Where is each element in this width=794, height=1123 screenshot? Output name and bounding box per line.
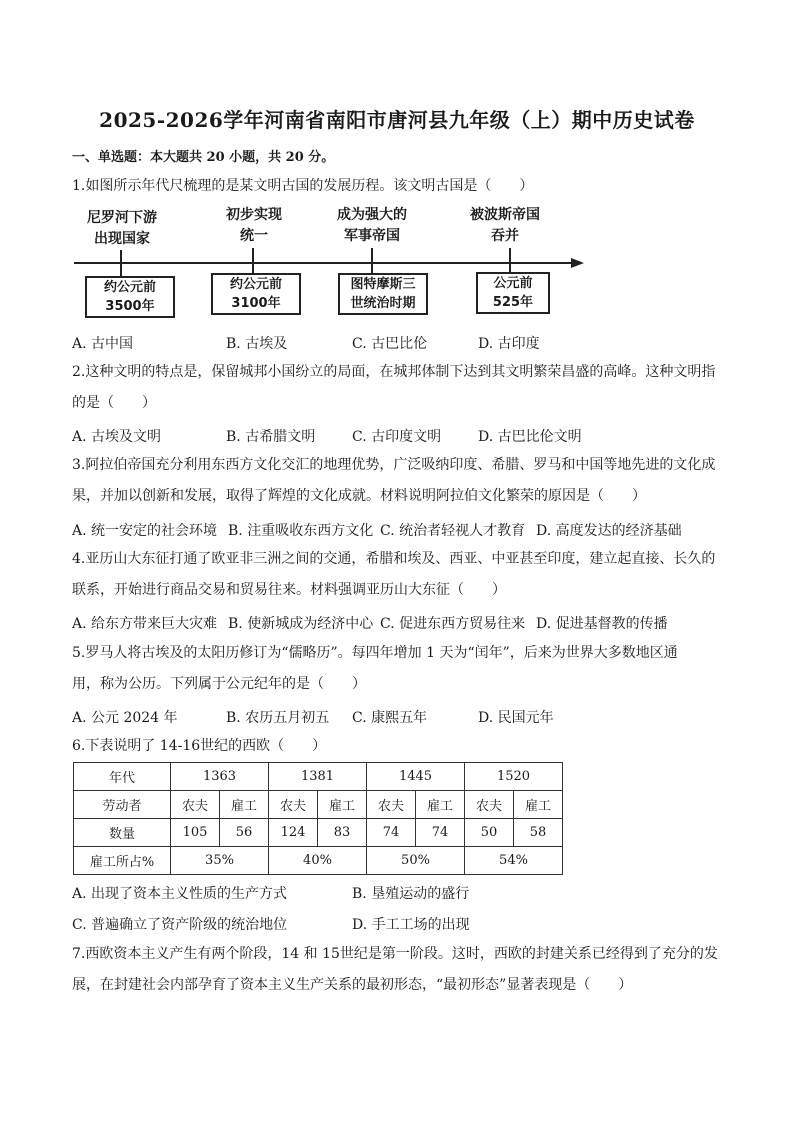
table-cell-count-6: 74: [416, 819, 465, 847]
q1-option-c[interactable]: C. 古巴比伦: [352, 336, 428, 352]
table-row-share: [74, 847, 563, 875]
timeline-date-2-line2: 3100年: [231, 296, 281, 311]
timeline-event-4-line1: 被波斯帝国: [470, 207, 540, 223]
q1-option-d[interactable]: D. 古印度: [478, 336, 540, 352]
question-3-stem-line1: 3.阿拉伯帝国充分利用东西方文化交汇的地理优势，广泛吸纳印度、希腊、罗马和中国等地先进的文化成: [72, 457, 716, 473]
table-cell-count-7: 50: [465, 819, 514, 847]
table-cell-year-1: 1363: [171, 763, 269, 791]
timeline-event-2-line2: 统一: [240, 228, 268, 244]
history-data-table: [73, 762, 563, 875]
timeline-date-1: [85, 276, 175, 318]
timeline-date-1-line1: 约公元前: [103, 280, 156, 295]
table-cell-share-1: 35%: [171, 847, 269, 875]
timeline-date-3-line1: 图特摩斯三: [350, 277, 416, 292]
timeline-event-1-line1: 尼罗河下游: [87, 210, 157, 226]
timeline-date-1-line2: 3500年: [105, 299, 155, 314]
timeline-event-3-line2: 军事帝国: [344, 228, 400, 244]
page-title: 2025-2026学年河南省南阳市唐河县九年级（上）期中历史试卷: [99, 108, 695, 132]
q1-option-b[interactable]: B. 古埃及: [226, 336, 288, 352]
question-7-stem-line1: 7.西欧资本主义产生有两个阶段，14 和 15世纪是第一阶段。这时，西欧的封建关系已经得到了充分的发: [72, 946, 718, 962]
q2-option-b[interactable]: B. 古希腊文明: [226, 429, 316, 445]
table-cell-count-3: 124: [269, 819, 318, 847]
q3-option-a[interactable]: A. 统一安定的社会环境: [72, 523, 218, 539]
timeline-event-3-line1: 成为强大的: [337, 207, 407, 223]
table-cell-farmer-3: 农夫: [367, 791, 416, 819]
timeline-tick-1: [119, 250, 123, 276]
q4-option-d[interactable]: D. 促进基督教的传播: [536, 616, 668, 632]
q3-option-b[interactable]: B. 注重吸收东西方文化: [228, 523, 374, 539]
table-cell-farmer-4: 农夫: [465, 791, 514, 819]
section-heading: 一、单选题：本大题共 20 小题，共 20 分。: [72, 150, 335, 165]
table-row-year: [74, 763, 563, 791]
q6-option-b[interactable]: B. 垦殖运动的盛行: [352, 886, 470, 902]
q5-option-b[interactable]: B. 农历五月初五: [226, 710, 330, 726]
table-cell-share-4: 54%: [465, 847, 563, 875]
table-cell-year-4: 1520: [465, 763, 563, 791]
table-cell-count-8: 58: [514, 819, 563, 847]
timeline-date-4-line1: 公元前: [493, 276, 533, 291]
q2-option-d[interactable]: D. 古巴比伦文明: [478, 429, 582, 445]
timeline-date-4-line2: 525年: [492, 295, 534, 310]
q4-option-b[interactable]: B. 使新城成为经济中心: [228, 616, 374, 632]
timeline-tick-2: [251, 248, 255, 274]
table-cell-count-2: 56: [220, 819, 269, 847]
q4-option-a[interactable]: A. 给东方带来巨大灾难: [72, 616, 218, 632]
question-2-stem-line2: 的是（ ）: [72, 395, 156, 411]
q2-option-a[interactable]: A. 古埃及文明: [72, 429, 162, 445]
timeline-date-4: [476, 272, 550, 314]
q3-option-c[interactable]: C. 统治者轻视人才教育: [380, 523, 526, 539]
timeline-event-1-line2: 出现国家: [94, 231, 150, 247]
timeline-date-3: [338, 273, 428, 315]
question-6-stem: 6.下表说明了 14-16世纪的西欧（ ）: [72, 738, 327, 754]
table-cell-laborer-2: 雇工: [318, 791, 367, 819]
table-cell-year-3: 1445: [367, 763, 465, 791]
table-cell-farmer-1: 农夫: [171, 791, 220, 819]
table-row-count: [74, 819, 563, 847]
question-3-stem-line2: 果，并加以创新和发展，取得了辉煌的文化成就。材料说明阿拉伯文化繁荣的原因是（ ）: [72, 488, 646, 504]
timeline-date-2-line1: 约公元前: [229, 277, 282, 292]
timeline-date-3-line2: 世统治时期: [350, 296, 416, 311]
q4-option-c[interactable]: C. 促进东西方贸易往来: [380, 616, 526, 632]
q3-option-d[interactable]: D. 高度发达的经济基础: [536, 523, 682, 539]
table-cell-count-4: 83: [318, 819, 367, 847]
timeline-tick-3: [370, 248, 374, 274]
table-cell-count-5: 74: [367, 819, 416, 847]
question-1-stem: 1.如图所示年代尺梳理的是某文明古国的发展历程。该文明古国是（ ）: [72, 178, 534, 194]
table-cell-share-3: 50%: [367, 847, 465, 875]
question-5-stem-line2: 用，称为公历。下列属于公元纪年的是（ ）: [72, 676, 366, 692]
table-cell-year-2: 1381: [269, 763, 367, 791]
timeline-date-2: [211, 273, 301, 315]
table-cell-share-2: 40%: [269, 847, 367, 875]
table-cell-count-label: 数量: [74, 819, 171, 847]
table-cell-laborer-4: 雇工: [514, 791, 563, 819]
q5-option-a[interactable]: A. 公元 2024 年: [72, 710, 178, 726]
timeline-event-2-line1: 初步实现: [226, 207, 282, 223]
question-7-stem-line2: 展，在封建社会内部孕育了资本主义生产关系的最初形态，“最初形态”显著表现是（ ）: [72, 977, 633, 993]
q2-option-c[interactable]: C. 古印度文明: [352, 429, 442, 445]
timeline-event-2: [204, 205, 304, 247]
timeline-tick-4: [508, 248, 512, 274]
table-row-worker: [74, 791, 563, 819]
table-cell-share-label: 雇工所占%: [74, 847, 171, 875]
table-cell-laborer-1: 雇工: [220, 791, 269, 819]
timeline-event-1: [72, 208, 172, 250]
timeline-event-4: [455, 205, 555, 247]
table-cell-year-label: 年代: [74, 763, 171, 791]
q6-option-d[interactable]: D. 手工工场的出现: [352, 917, 470, 933]
question-4-stem-line1: 4.亚历山大东征打通了欧亚非三洲之间的交通，希腊和埃及、西亚、中亚甚至印度，建立起直接、长久的: [72, 551, 716, 567]
q1-option-a[interactable]: A. 古中国: [72, 336, 134, 352]
question-4-stem-line2: 联系，开始进行商品交易和贸易往来。材料强调亚历山大东征（ ）: [72, 582, 506, 598]
timeline-event-3: [322, 205, 422, 247]
question-2-stem-line1: 2.这种文明的特点是，保留城邦小国纷立的局面，在城邦体制下达到其文明繁荣昌盛的高峰。这种文明指: [72, 364, 716, 380]
q5-option-c[interactable]: C. 康熙五年: [352, 710, 428, 726]
table-cell-worker-label: 劳动者: [74, 791, 171, 819]
q6-option-a[interactable]: A. 出现了资本主义性质的生产方式: [72, 886, 288, 902]
question-5-stem-line1: 5.罗马人将古埃及的太阳历修订为“儒略历”。每四年增加 1 天为“闰年”，后来为世界大多数地区通: [72, 645, 678, 661]
timeline-event-4-line2: 吞并: [491, 228, 519, 244]
q6-option-c[interactable]: C. 普遍确立了资产阶级的统治地位: [72, 917, 288, 933]
table-cell-laborer-3: 雇工: [416, 791, 465, 819]
table-cell-farmer-2: 农夫: [269, 791, 318, 819]
table-cell-count-1: 105: [171, 819, 220, 847]
q5-option-d[interactable]: D. 民国元年: [478, 710, 554, 726]
